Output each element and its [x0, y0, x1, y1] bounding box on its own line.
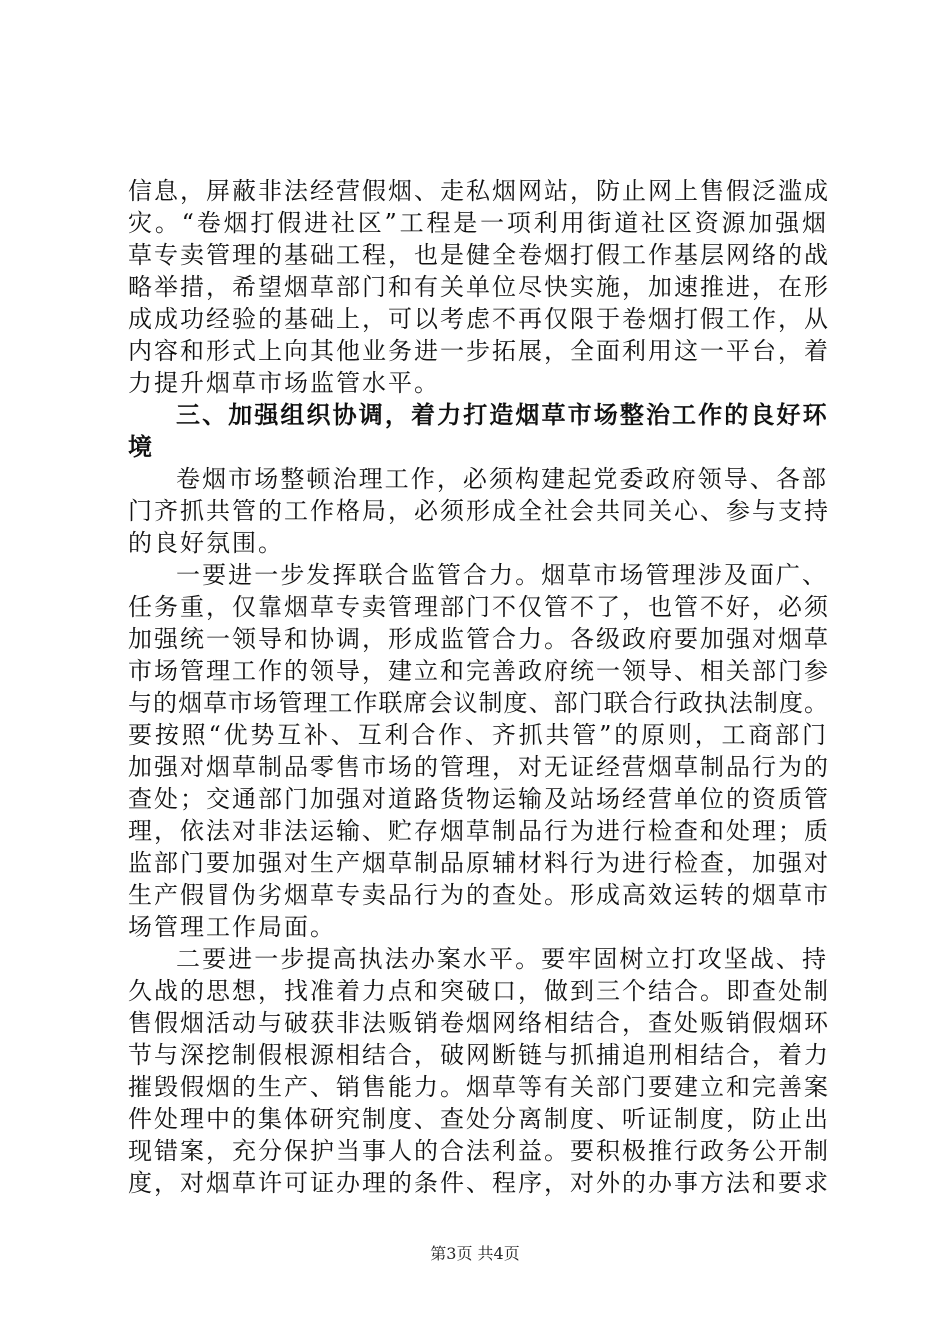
- text-line: 卷烟市场整顿治理工作，必须构建起党委政府领导、各部: [176, 465, 828, 493]
- text-line: 加强统一领导和协调，形成监管合力。各级政府要加强对烟草: [128, 625, 830, 653]
- text-line: 生产假冒伪劣烟草专卖品行为的查处。形成高效运转的烟草市: [128, 881, 830, 909]
- text-line: 监部门要加强对生产烟草制品原辅材料行为进行检查，加强对: [128, 849, 830, 877]
- text-line: 内容和形式上向其他业务进一步拓展，全面利用这一平台，着: [128, 337, 830, 365]
- text-line: 摧毁假烟的生产、销售能力。烟草等有关部门要建立和完善案: [128, 1073, 830, 1101]
- document-body: [128, 175, 828, 1199]
- text-line: 查处；交通部门加强对道路货物运输及站场经营单位的资质管: [128, 785, 830, 813]
- text-line: 久战的思想，找准着力点和突破口，做到三个结合。即查处制: [128, 977, 830, 1005]
- text-line: 场管理工作局面。: [128, 913, 336, 941]
- text-line: 件处理中的集体研究制度、查处分离制度、听证制度，防止出: [128, 1105, 830, 1133]
- text-line: 的良好氛围。: [128, 529, 284, 557]
- text-line: 二要进一步提高执法办案水平。要牢固树立打攻坚战、持: [176, 945, 828, 973]
- text-line: 要按照“优势互补、互利合作、齐抓共管”的原则，工商部门: [128, 721, 828, 749]
- text-line: 加强对烟草制品零售市场的管理，对无证经营烟草制品行为的: [128, 753, 830, 781]
- page-number-footer: 第3页 共4页: [430, 1244, 520, 1263]
- text-line: 与的烟草市场管理工作联席会议制度、部门联合行政执法制度。: [128, 689, 828, 717]
- text-line: 草专卖管理的基础工程，也是健全卷烟打假工作基层网络的战: [128, 241, 830, 269]
- text-line: 现错案，充分保护当事人的合法利益。要积极推行政务公开制: [128, 1137, 830, 1165]
- text-line: 成成功经验的基础上，可以考虑不再仅限于卷烟打假工作，从: [128, 305, 830, 333]
- text-line: 一要进一步发挥联合监管合力。烟草市场管理涉及面广、: [176, 561, 828, 589]
- text-line: 度，对烟草许可证办理的条件、程序，对外的办事方法和要求: [128, 1169, 830, 1197]
- text-line: 市场管理工作的领导，建立和完善政府统一领导、相关部门参: [128, 657, 830, 685]
- text-line: 略举措，希望烟草部门和有关单位尽快实施，加速推进，在形: [128, 273, 830, 301]
- text-line: 售假烟活动与破获非法贩销卷烟网络相结合，查处贩销假烟环: [128, 1009, 830, 1037]
- text-line: 灾。“卷烟打假进社区”工程是一项利用街道社区资源加强烟: [128, 209, 828, 237]
- text-line: 信息，屏蔽非法经营假烟、走私烟网站，防止网上售假泛滥成: [128, 177, 830, 205]
- text-line: 任务重，仅靠烟草专卖管理部门不仅管不了，也管不好，必须: [128, 593, 830, 621]
- text-line: 理，依法对非法运输、贮存烟草制品行为进行检查和处理；质: [128, 817, 830, 845]
- text-line: 力提升烟草市场监管水平。: [128, 369, 440, 397]
- section-heading-continued: 境: [128, 433, 154, 461]
- text-line: 门齐抓共管的工作格局，必须形成全社会共同关心、参与支持: [128, 497, 830, 525]
- text-line: 节与深挖制假根源相结合，破网断链与抓捕追刑相结合，着力: [128, 1041, 830, 1069]
- section-heading: 三、加强组织协调，着力打造烟草市场整治工作的良好环: [176, 401, 828, 429]
